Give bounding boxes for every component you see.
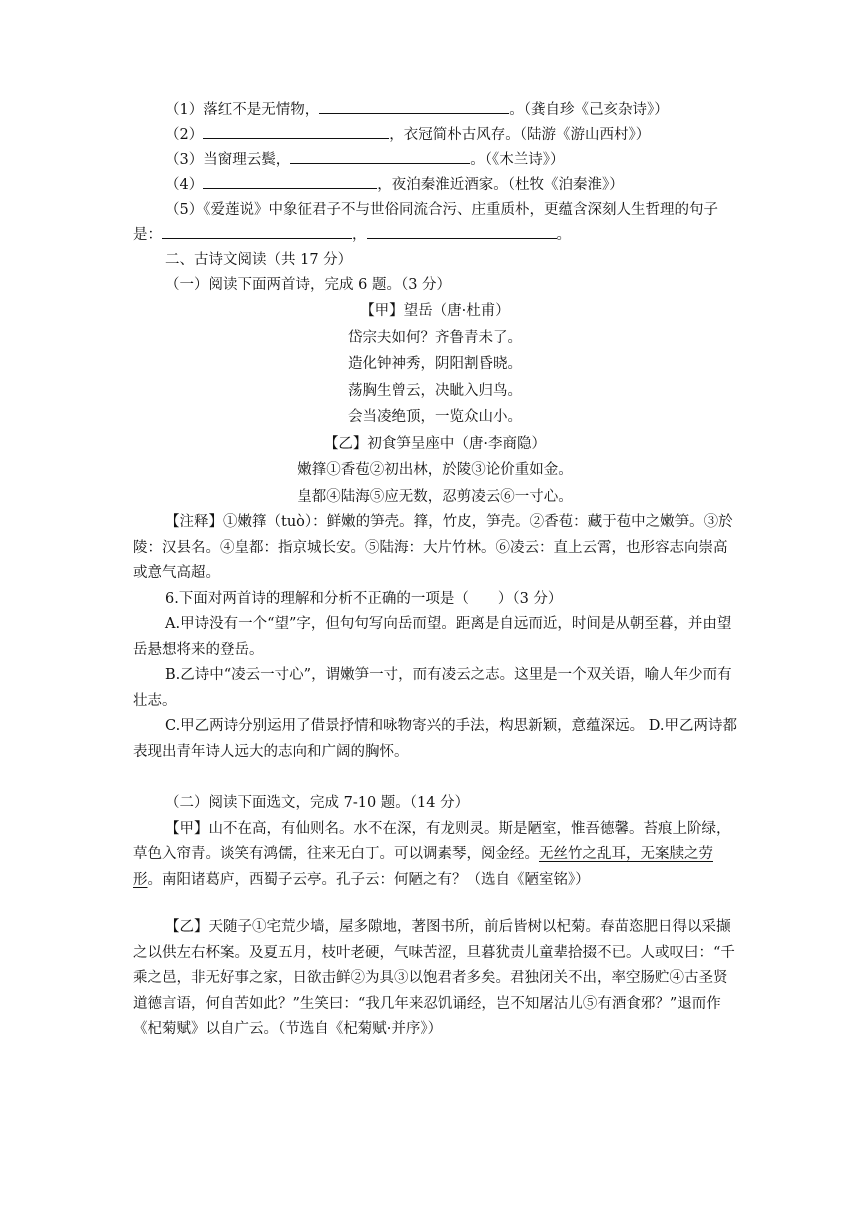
item-text: ， bbox=[352, 227, 367, 243]
option-b[interactable]: B.乙诗中“凌云一寸心”，谓嫩笋一寸，而有凌云之志。这里是一个双关语，喻人年少而有壮志。 bbox=[133, 667, 732, 709]
section-heading: 二、古诗文阅读（共 17 分） bbox=[165, 252, 353, 268]
spacer bbox=[133, 765, 737, 791]
option-a[interactable]: A.甲诗没有一个“望”字，但句句写向岳而望。距离是自远而近，时间是从朝至暮，并由望岳悬想将来的登岳。 bbox=[133, 616, 732, 658]
text-b-passage: 【乙】天随子①宅荒少墙，屋多隙地，著图书所，前后皆树以杞菊。春苗恣肥日得以采撷之以供左右杯案。及夏五月，枝叶老硬，气味苦涩，旦暮犹责儿童辈拾掇不已。人或叹曰：“千乘之邑，非无好事之家，日欲击鲜②为具③以饱君者多矣。君独闭关不出，率空肠贮④古圣贤道德言语，何自苦如此？”生笑曰：“我几年来忍饥诵经，岂不知屠沽儿⑤有酒食邪？”退而作《杞菊赋》以自广云。（节选自《杞菊赋·并序》） bbox=[133, 919, 735, 1037]
poem-b-title: 【乙】初食笋呈座中（唐·李商隐） bbox=[323, 435, 547, 452]
answer-blank[interactable] bbox=[290, 162, 470, 164]
item-text: 。（《木兰诗》） bbox=[470, 152, 565, 168]
poem-line: 岱宗夫如何？齐鲁青未了。 bbox=[348, 329, 522, 346]
fill-blank-item-5-line1: （5）《爱莲说》中象征君子不与世俗同流合污、庄重质朴，更蕴含深刻人生哲理的句子 bbox=[165, 202, 718, 218]
item-text: ，夜泊秦淮近酒家。（杜牧《泊秦淮》） bbox=[377, 177, 624, 193]
item-text: 。（龚自珍《己亥杂诗》） bbox=[509, 102, 669, 118]
item-text: （2） bbox=[165, 127, 204, 143]
poem-line: 造化钟神秀，阴阳割昏晓。 bbox=[348, 356, 522, 372]
option-c-d[interactable]: C.甲乙两诗分别运用了借景抒情和咏物寄兴的手法，构思新颖，意蕴深远。 D.甲乙两诗都表现出青年诗人远大的志向和广阔的胸怀。 bbox=[133, 718, 738, 760]
text-a-passage bbox=[133, 817, 737, 894]
spacer bbox=[133, 893, 737, 915]
part2-heading: （二）阅读下面选文，完成 7-10 题。（14 分） bbox=[165, 795, 470, 811]
answer-blank[interactable] bbox=[319, 112, 509, 114]
passage-text: 。南阳诸葛庐，西蜀子云亭。孔子云：何陋之有？（选自《陋室铭》） bbox=[147, 871, 590, 888]
answer-blank[interactable] bbox=[367, 237, 557, 239]
item-text: 。 bbox=[556, 227, 571, 243]
fill-blank-item-3 bbox=[133, 148, 737, 173]
poem-line: 嫩箨①香苞②初出林，於陵③论价重如金。 bbox=[297, 462, 573, 478]
poem-line: 会当凌绝顶，一览众山小。 bbox=[348, 409, 522, 425]
fill-blank-item-4 bbox=[133, 173, 737, 198]
poem-line: 皇都④陆海⑤应无数，忍剪凌云⑥一寸心。 bbox=[297, 488, 573, 505]
question-6-stem: 6.下面对两首诗的理解和分析不正确的一项是（ ）（3 分） bbox=[165, 590, 563, 607]
answer-blank[interactable] bbox=[203, 187, 377, 189]
item-text: （3）当窗理云鬓， bbox=[165, 152, 291, 168]
annotation-notes: 【注释】①嫩箨（tuò）：鲜嫩的笋壳。箨，竹皮，笋壳。②香苞：藏于苞中之嫩笋。③於陵：汉县名。④皇都：指京城长安。⑤陆海：大片竹林。⑥凌云：直上云霄，也形容志向崇高或意气高超。 bbox=[133, 514, 733, 581]
exam-content bbox=[133, 98, 737, 1043]
part1-heading: （一）阅读下面两首诗，完成 6 题。（3 分） bbox=[165, 277, 452, 293]
poem-line: 荡胸生曾云，决眦入归鸟。 bbox=[348, 382, 522, 399]
item-text: （4） bbox=[165, 177, 204, 193]
underlined-sentence: 无丝竹之乱耳，无案牍之劳形 bbox=[133, 846, 713, 888]
passage-text: 【甲】山不在高，有仙则名。水不在深，有龙则灵。斯是陋室，惟吾德馨。苔痕上阶绿，草色入帘青。谈笑有鸿儒，往来无白丁。可以调素琴，阅金经。 bbox=[133, 820, 731, 862]
answer-blank[interactable] bbox=[162, 237, 352, 239]
item-text: （1）落红不是无情物， bbox=[165, 102, 320, 118]
fill-blank-item-1 bbox=[133, 98, 737, 123]
poem-a-title: 【甲】望岳（唐·杜甫） bbox=[360, 303, 510, 319]
item-text: ，衣冠简朴古风存。（陆游《游山西村》） bbox=[389, 127, 651, 143]
fill-blank-item-5-line2 bbox=[133, 223, 737, 248]
item-text: 是： bbox=[133, 227, 162, 243]
fill-blank-item-2 bbox=[133, 123, 737, 148]
answer-blank[interactable] bbox=[203, 137, 389, 139]
